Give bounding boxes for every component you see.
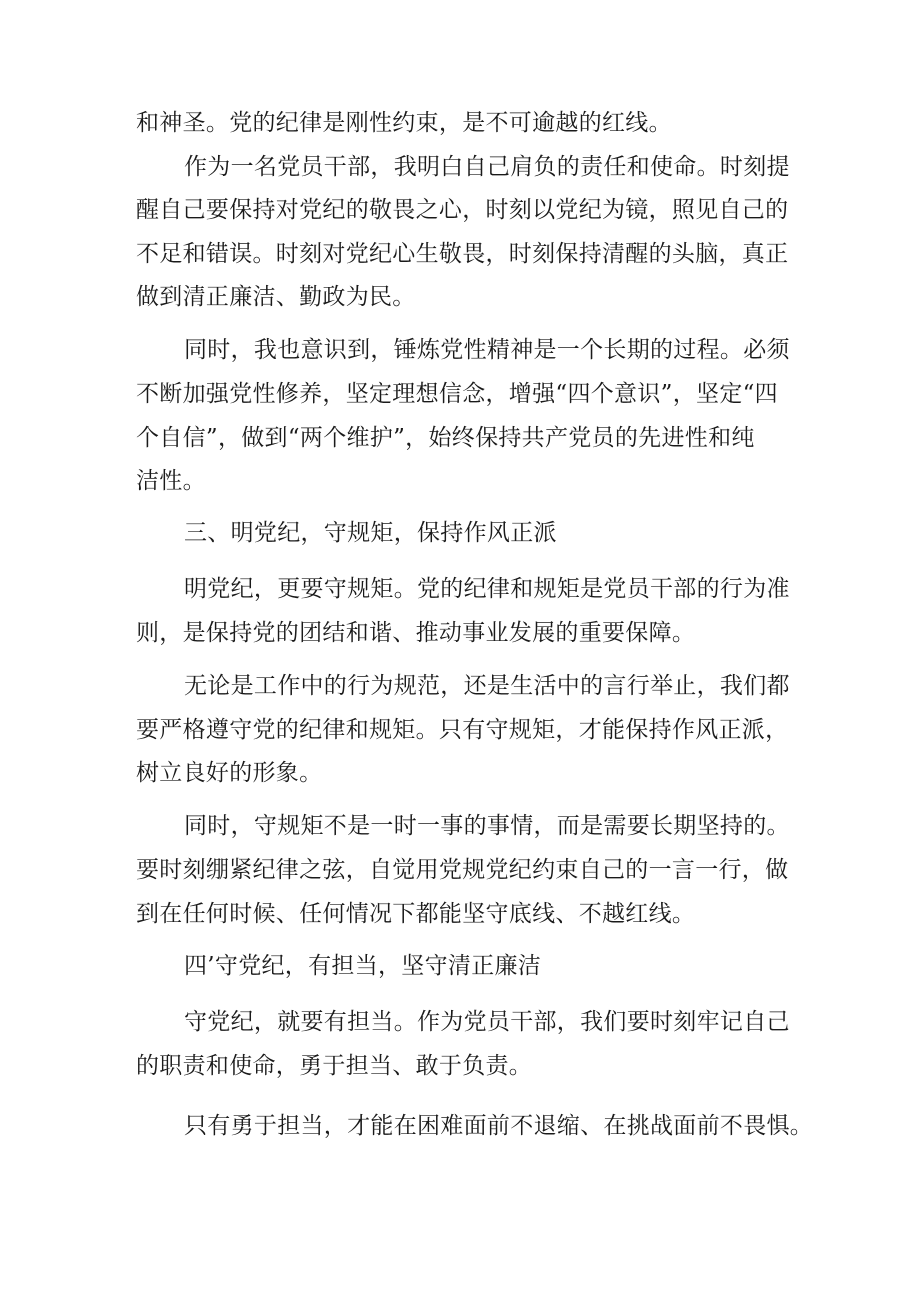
section-heading: 四’守党纪，有担当，坚守清正廉洁	[184, 953, 542, 979]
text-line: 到在任何时候、任何情况下都能坚守底线、不越红线。	[136, 901, 696, 927]
text-line: 不断加强党性修养，坚定理想信念，增强“四个意识”，坚定“四	[136, 381, 778, 407]
text-line: 明党纪，更要守规矩。党的纪律和规矩是党员干部的行为准	[184, 576, 790, 602]
text-line: 树立良好的形象。	[136, 760, 323, 786]
text-line: 守党纪，就要有担当。作为党员干部，我们要时刻牢记自己	[184, 1009, 790, 1035]
text-line: 和神圣。党的纪律是刚性约束，是不可逾越的红线。	[136, 110, 672, 136]
text-line: 个自信”，做到“两个维护”，始终保持共产党员的先进性和纯	[136, 425, 755, 451]
text-line: 无论是工作中的行为规范，还是生活中的言行举止，我们都	[184, 673, 790, 699]
text-line: 做到清正廉洁、勤政为民。	[136, 284, 416, 310]
text-line: 同时，守规矩不是一时一事的事情，而是需要长期坚持的。	[184, 813, 790, 839]
section-heading: 三、明党纪，守规矩，保持作风正派	[184, 520, 557, 546]
text-line: 醒自己要保持对党纪的敬畏之心，时刻以党纪为镜，照见自己的	[136, 197, 789, 223]
text-line: 则，是保持党的团结和谐、推动事业发展的重要保障。	[136, 620, 696, 646]
text-line: 作为一名党员干部，我明白自己肩负的责任和使命。时刻提	[184, 154, 790, 180]
text-line: 只有勇于担当，才能在困难面前不退缩、在挑战面前不畏惧。	[184, 1113, 814, 1139]
text-line: 要严格遵守党的纪律和规矩。只有守规矩，才能保持作风正派，	[136, 717, 789, 743]
text-line: 的职责和使命，勇于担当、敢于负责。	[136, 1053, 533, 1079]
text-line: 同时，我也意识到，锤炼党性精神是一个长期的过程。必须	[184, 337, 790, 363]
text-line: 不足和错误。时刻对党纪心生敬畏，时刻保持清醒的头脑，真正	[136, 241, 789, 267]
text-line: 洁性。	[136, 468, 206, 494]
text-line: 要时刻绷紧纪律之弦，自觉用党规党纪约束自己的一言一行，做	[136, 857, 789, 883]
